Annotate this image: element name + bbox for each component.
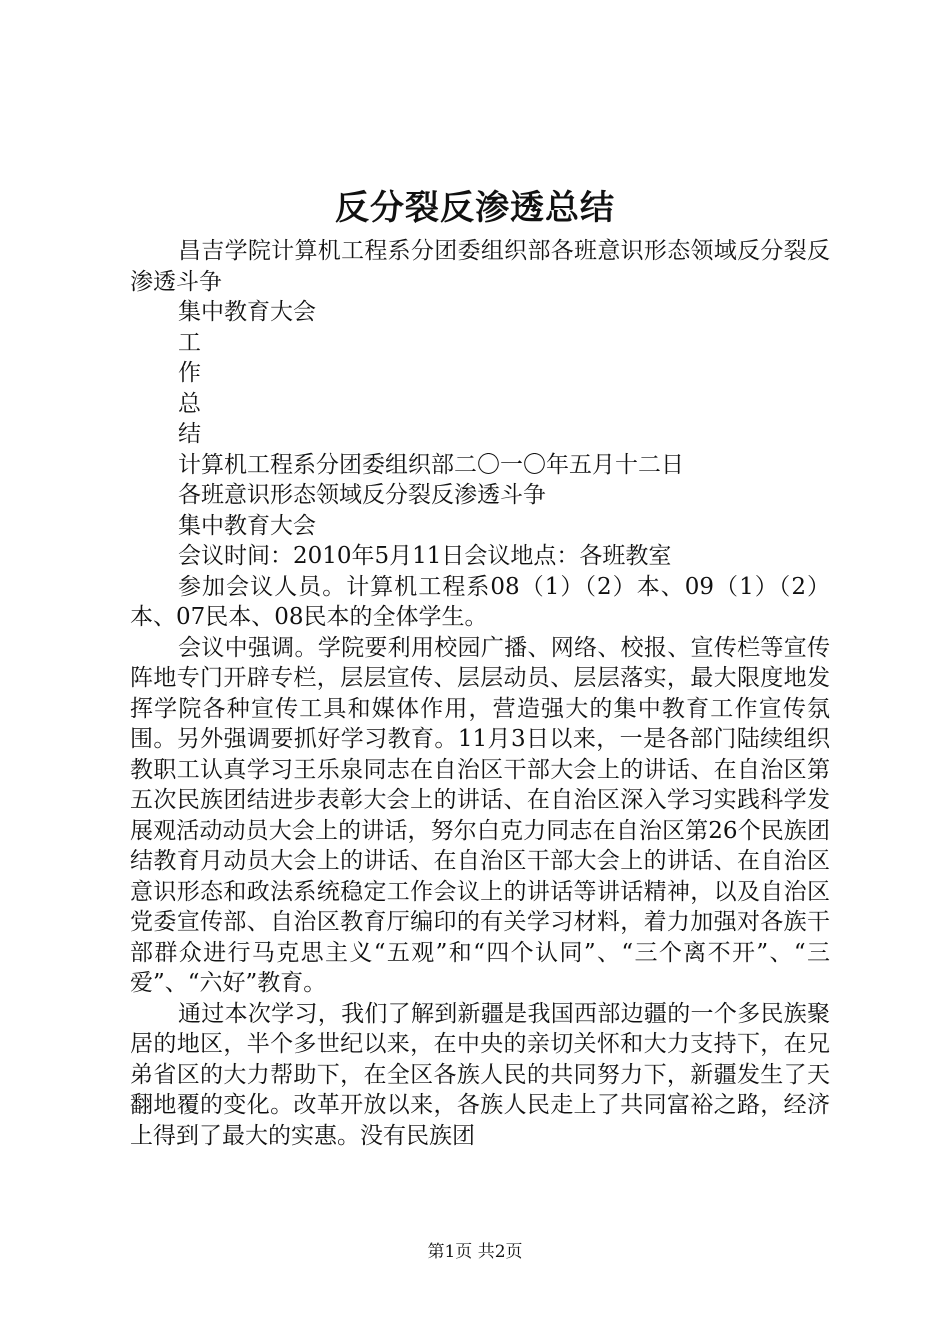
document-body: [130, 236, 830, 1151]
line-jie: 结: [178, 421, 201, 447]
page-footer: 第1页 共2页: [427, 1242, 523, 1262]
paragraph-intro: 昌吉学院计算机工程系分团委组织部各班意识形态领域反分裂反渗透斗争: [130, 238, 830, 295]
paragraph-attendees: 参加会议人员。计算机工程系08（1）（2）本、09（1）（2）本、07民本、08民本的全体学生。: [130, 573, 830, 630]
line-org-date: 计算机工程系分团委组织部二〇一〇年五月十二日: [178, 451, 684, 478]
line-meeting-2: 集中教育大会: [178, 512, 316, 539]
paragraph-emphasis: 会议中强调。学院要利用校园广播、网络、校报、宣传栏等宣传阵地专门开辟专栏，层层宣传、层层动员、层层落实，最大限度地发挥学院各种宣传工具和媒体作用，营造强大的集中教育工作宣传氛围。另外强调要抓好学习教育。11月3日以来，一是各部门陆续组织教职工认真学习王乐泉同志在自治区干部大会上的讲话、在自治区第五次民族团结进步表彰大会上的讲话、在自治区深入学习实践科学发展观活动动员大会上的讲话，努尔白克力同志在自治区第26个民族团结教育月动员大会上的讲话、在自治区干部大会上的讲话、在自治区意识形态和政法系统稳定工作会议上的讲话等讲话精神，以及自治区党委宣传部、自治区教育厅编印的有关学习材料，着力加强对各族干部群众进行马克思主义“五观”和“四个认同”、“三个离不开”、“三爱”、“六好”教育。: [130, 634, 830, 996]
line-time-place: 会议时间：2010年5月11日会议地点：各班教室: [178, 543, 672, 569]
line-zong: 总: [178, 390, 201, 417]
paragraph-study: 通过本次学习，我们了解到新疆是我国西部边疆的一个多民族聚居的地区，半个多世纪以来，在中央的亲切关怀和大力支持下，在兄弟省区的大力帮助下，在全区各族人民的共同努力下，新疆发生了天翻地覆的变化。改革开放以来，各族人民走上了共同富裕之路，经济上得到了最大的实惠。没有民族团: [130, 1000, 830, 1149]
line-zuo: 作: [178, 360, 201, 386]
line-meeting: 集中教育大会: [178, 299, 316, 325]
document-title: 反分裂反渗透总结: [335, 188, 615, 228]
line-subtitle: 各班意识形态领域反分裂反渗透斗争: [178, 482, 546, 508]
line-gong: 工: [178, 329, 201, 356]
